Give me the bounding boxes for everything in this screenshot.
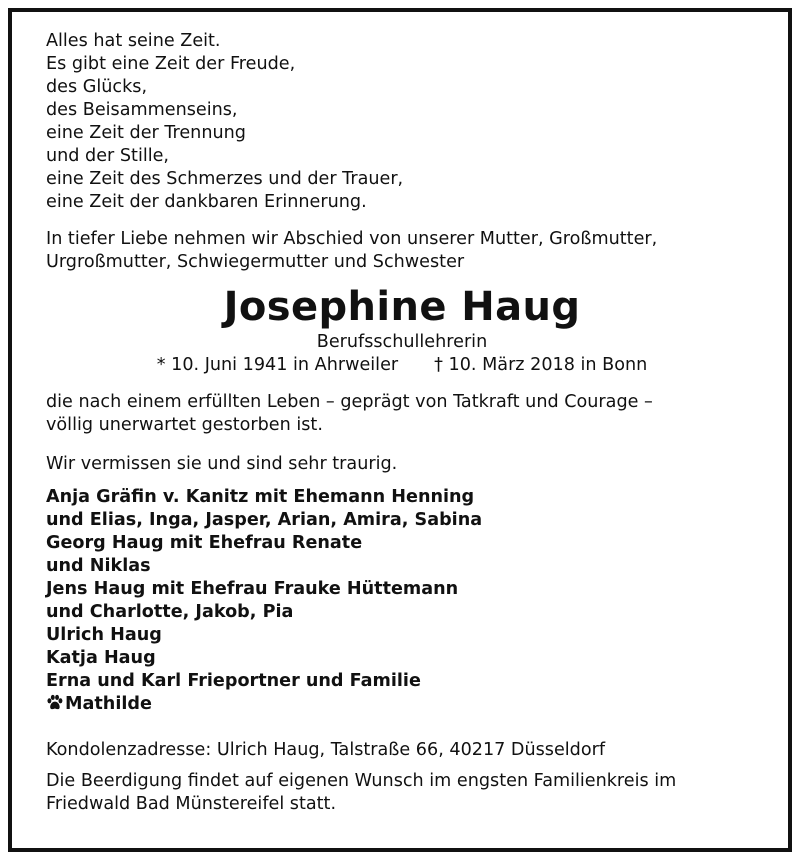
poem-line: des Glücks,	[46, 77, 148, 97]
mourner-line: Katja Haug	[46, 648, 156, 668]
mourner-line: Georg Haug mit Ehefrau Renate	[46, 533, 363, 553]
poem-line: eine Zeit des Schmerzes und der Trauer,	[46, 169, 404, 189]
condolence-address: Kondolenzadresse: Ulrich Haug, Talstraße 66, 40217 Düsseldorf	[46, 740, 606, 760]
poem-line: des Beisammenseins,	[46, 100, 238, 120]
deceased-profession: Berufsschullehrerin	[316, 332, 488, 352]
funeral-note	[46, 770, 758, 816]
birth-date: * 10. Juni 1941 in Ahrweiler	[156, 355, 399, 375]
poem-line: eine Zeit der Trennung	[46, 123, 246, 143]
mourner-line: und Charlotte, Jakob, Pia	[46, 602, 294, 622]
intro-line: In tiefer Liebe nehmen wir Abschied von unserer Mutter, Großmutter,	[46, 229, 658, 249]
pet-name: Mathilde	[65, 694, 152, 714]
mourner-line: und Elias, Inga, Jasper, Arian, Amira, Sabina	[46, 510, 483, 530]
poem-line: Es gibt eine Zeit der Freude,	[46, 54, 296, 74]
mourner-line: Ulrich Haug	[46, 625, 162, 645]
death-date: † 10. März 2018 in Bonn	[434, 355, 648, 375]
passing-line: die nach einem erfüllten Leben – geprägt von Tatkraft und Courage –	[46, 392, 653, 412]
funeral-line: Friedwald Bad Münstereifel statt.	[46, 794, 337, 814]
poem-line: und der Stille,	[46, 146, 170, 166]
poem-line: eine Zeit der dankbaren Erinnerung.	[46, 192, 367, 212]
mourner-line: und Niklas	[46, 556, 151, 576]
miss-text: Wir vermissen sie und sind sehr traurig.	[46, 454, 398, 474]
mourner-line: Jens Haug mit Ehefrau Frauke Hüttemann	[46, 579, 459, 599]
funeral-line: Die Beerdigung findet auf eigenen Wunsch im engsten Familienkreis im	[46, 771, 677, 791]
passing-text	[46, 391, 758, 437]
mourner-line: Erna und Karl Frieportner und Familie	[46, 671, 421, 691]
mourners-list	[46, 486, 758, 716]
mourner-line-pet	[46, 693, 758, 716]
life-dates	[46, 354, 758, 377]
intro-text	[46, 228, 758, 274]
obituary-notice	[46, 30, 758, 816]
poem	[46, 30, 758, 214]
deceased-name: Josephine Haug	[223, 284, 581, 330]
mourner-line: Anja Gräfin v. Kanitz mit Ehemann Henning	[46, 487, 475, 507]
paw-print-icon	[46, 694, 63, 711]
intro-line: Urgroßmutter, Schwiegermutter und Schwester	[46, 252, 465, 272]
passing-line: völlig unerwartet gestorben ist.	[46, 415, 323, 435]
poem-line: Alles hat seine Zeit.	[46, 31, 221, 51]
